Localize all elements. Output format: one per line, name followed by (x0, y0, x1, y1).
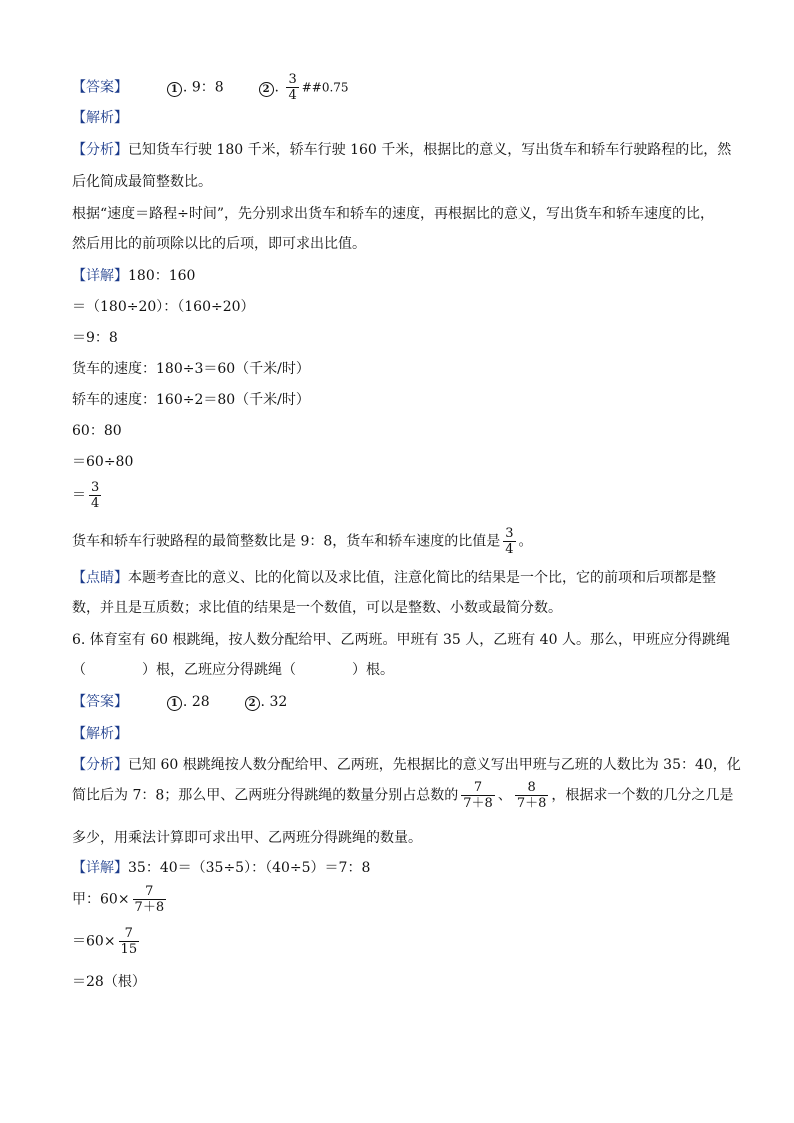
xiangjie-line-7: ＝60÷80 (72, 454, 134, 470)
answer-tag: 【答案】 (72, 79, 128, 96)
xiangjie-line-8: ＝ $\frac{3}{4}$ (72, 480, 100, 511)
xiangjie-line-1: 【详解】35：40＝（35÷5）：（40÷5）＝7：8 (72, 860, 371, 876)
circle-2-icon: 2 (245, 696, 260, 711)
fenxi-tag: 【分析】 (72, 142, 128, 158)
xiangjie-line-5: 轿车的速度：160÷2＝80（千米/时） (72, 392, 310, 408)
answer-2-value: 32 (269, 694, 288, 710)
answer-line: 【答案】 1 . 28 2 . 32 (72, 694, 288, 710)
answer-line: 【答案】 1 . 9：8 2 . $\frac{3}{4}$ ##0.75 (72, 72, 349, 103)
fraction: $\frac{3}{4}$ (91, 480, 100, 511)
answer-1-value: 9：8 (191, 79, 224, 96)
xiangjie-line-6: 60：80 (72, 423, 122, 439)
fenxi-line-4: 然后用比的前项除以比的后项，即可求出比值。 (72, 236, 366, 252)
xiangjie-line-2: ＝（180÷20）：（160÷20） (72, 299, 255, 315)
fenxi-line-2: 简比后为 7：8；那么甲、乙两班分得跳绳的数量分别占总数的 $\frac{7}{7+8}$ 、 $\frac{8}{7+8}$ ，根据求一个数的几分之几是 (72, 780, 734, 811)
xiangjie-line-4: 货车的速度：180÷3＝60（千米/时） (72, 361, 310, 377)
question-6-line-1: 6. 体育室有 60 根跳绳，按人数分配给甲、乙两班。甲班有 35 人，乙班有 40 人。那么，甲班应分得跳绳 (72, 632, 730, 648)
fraction: $\frac{7}{7+8}$ (134, 884, 165, 915)
xiangjie-tag: 【详解】 (72, 268, 128, 284)
fraction: $\frac{3}{4}$ (505, 526, 514, 557)
fenxi-line-3: 根据“速度＝路程÷时间”，先分别求出货车和轿车的速度，再根据比的意义，写出货车和轿车速度的比， (72, 206, 715, 222)
answer-1: . (182, 79, 192, 96)
jiexi-heading: 【解析】 (72, 110, 128, 126)
xiangjie-line-4: ＝28（根） (72, 974, 146, 990)
fraction: $\frac{8}{7+8}$ (516, 780, 547, 811)
xiangjie-line-2: 甲：60× $\frac{7}{7+8}$ (72, 884, 165, 915)
xiangjie-line-3: ＝9：8 (72, 330, 118, 346)
fraction: $\frac{7}{15}$ (120, 926, 138, 957)
fenxi-line-3: 多少，用乘法计算即可求出甲、乙两班分得跳绳的数量。 (72, 830, 422, 846)
circle-2-icon: 2 (259, 82, 274, 97)
xiangjie-tag: 【详解】 (72, 860, 128, 876)
dianjing-tag: 【点睛】 (72, 570, 128, 586)
answer-2-alt: ##0.75 (301, 80, 349, 95)
fenxi-line-1: 【分析】已知货车行驶 180 千米，轿车行驶 160 千米，根据比的意义，写出货车和轿车行驶路程的比，然 (72, 142, 732, 158)
dianjing-line-2: 数，并且是互质数；求比值的结果是一个数值，可以是整数、小数或最简分数。 (72, 600, 562, 616)
xiangjie-line-1: 【详解】180：160 (72, 268, 196, 284)
answer-2-fraction: $\frac{3}{4}$ (288, 72, 297, 103)
xiangjie-line-3: ＝60× $\frac{7}{15}$ (72, 926, 138, 957)
fenxi-line-1: 【分析】已知 60 根跳绳按人数分配给甲、乙两班，先根据比的意义写出甲班与乙班的人数比为 35：40，化 (72, 757, 741, 773)
fraction: $\frac{7}{7+8}$ (463, 780, 493, 811)
jiexi-heading: 【解析】 (72, 726, 128, 742)
fenxi-line-2: 后化简成最简整数比。 (72, 174, 212, 190)
circle-1-icon: 1 (167, 82, 182, 97)
question-6-line-2: （ ）根，乙班应分得跳绳（ ）根。 (72, 662, 394, 678)
circle-1-icon: 1 (167, 696, 182, 711)
answer-tag: 【答案】 (72, 694, 128, 710)
fenxi-tag: 【分析】 (72, 757, 128, 773)
conclusion-line: 货车和轿车行驶路程的最简整数比是 9：8，货车和轿车速度的比值是 $\frac{3}{4}$ 。 (72, 526, 533, 557)
dianjing-line-1: 【点睛】本题考查比的意义、比的化简以及求比值，注意化简比的结果是一个比，它的前项和后项都是整 (72, 570, 716, 586)
answer-1-value: 28 (191, 694, 210, 710)
